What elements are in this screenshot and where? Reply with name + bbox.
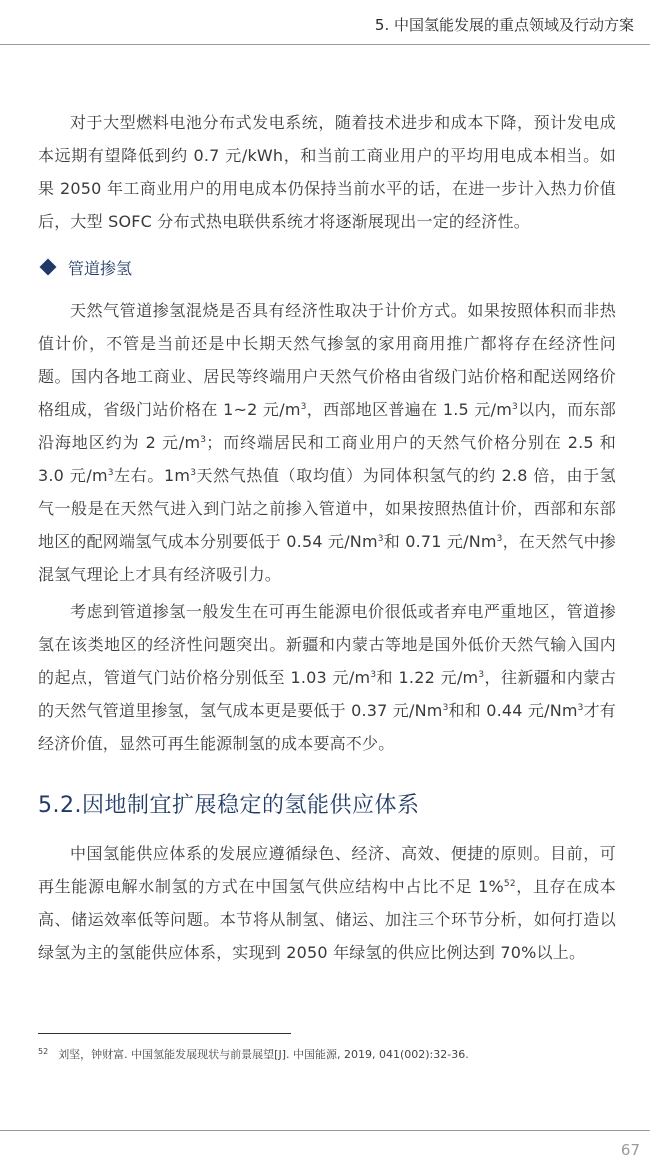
subheading-label: 管道掺氢 [68, 258, 133, 278]
paragraph-pipeline-pricing: 天然气管道掺氢混烧是否具有经济性取决于计价方式。如果按照体积而非热值计价，不管是当前还是中长期天然气掺氢的家用商用推广都将存在经济性问题。国内各地工商业、居民等终端用户天然气价格由省级门站价格和配送网络价格组成，省级门站价格在 1~2 元$/m^3$，西部地区普遍在 1.5 元$/m^3$以内，而东部沿海地区约为 2 元$/m^3$；而终端居民和工商业用户的天然气价格分别在 2.5 和 3.0 元$/m^3$左右。$1m^3$天然气热值（取均值）为同体积氢气的约 2.8 倍，由于氢气一般是在天然气进入到门站之前掺入管道中，如果按照热值计价，西部和东部地区的配网端氢气成本分别要低于 0.54 元/Nm$^3$和 0.71 元/Nm$^3$，在天然气中掺混氢气理论上才具有经济吸引力。 [38, 301, 617, 584]
header-divider [0, 44, 650, 45]
footnote-divider [38, 1033, 291, 1034]
diamond-bullet-icon [40, 259, 57, 276]
section-heading: 5.2.因地制宜扩展稳定的氢能供应体系 [38, 793, 420, 818]
running-header: 5. 中国氢能发展的重点领域及行动方案 [374, 16, 634, 34]
page-number: 67 [620, 1141, 640, 1159]
footer-divider [0, 1130, 650, 1131]
footnote-number: 52 [38, 1047, 49, 1056]
footnote [38, 1046, 616, 1062]
paragraph-supply-system: 中国氢能供应体系的发展应遵循绿色、经济、高效、便捷的原则。目前，可再生能源电解水制氢的方式在中国氢气供应结构中占比不足 1%$^{52}$，且存在成本高、储运效率低等问题。本节将从制氢、储运、加注三个环节分析，如何打造以绿氢为主的氢能供应体系，实现到 2050 年绿氢的供应比例达到 70%以上。 [38, 844, 616, 962]
footnote-text: 刘坚，钟财富. 中国氢能发展现状与前景展望[J]. 中国能源, 2019, 041(002):32-36. [58, 1048, 469, 1061]
subheading-pipeline-hydrogen [38, 250, 616, 284]
footnote-reference: 52 [503, 879, 516, 889]
paragraph-fuel-cell-cost: 对于大型燃料电池分布式发电系统，随着技术进步和成本下降，预计发电成本远期有望降低到约 0.7 元/kWh，和当前工商业用户的平均用电成本相当。如果 2050 年工商业用户的用电成本仍保持当前水平的话，在进一步计入热力价值后，大型 SOFC 分布式热电联供系统才将逐渐展现出一定的经济性。 [38, 113, 616, 231]
main-content [38, 106, 616, 969]
paragraph-pipeline-regions: 考虑到管道掺氢一般发生在可再生能源电价很低或者弃电严重地区，管道掺氢在该类地区的经济性问题突出。新疆和内蒙古等地是国外低价天然气输入国内的起点，管道气门站价格分别低至 1.03 元$/m^3$和 1.22 元$/m^3$，往新疆和内蒙古的天然气管道里掺氢，氢气成本更是要低于 0.37 元/Nm$^3$和和 0.44 元/Nm$^3$才有经济价值，显然可再生能源制氢的成本要高不少。 [38, 602, 616, 753]
